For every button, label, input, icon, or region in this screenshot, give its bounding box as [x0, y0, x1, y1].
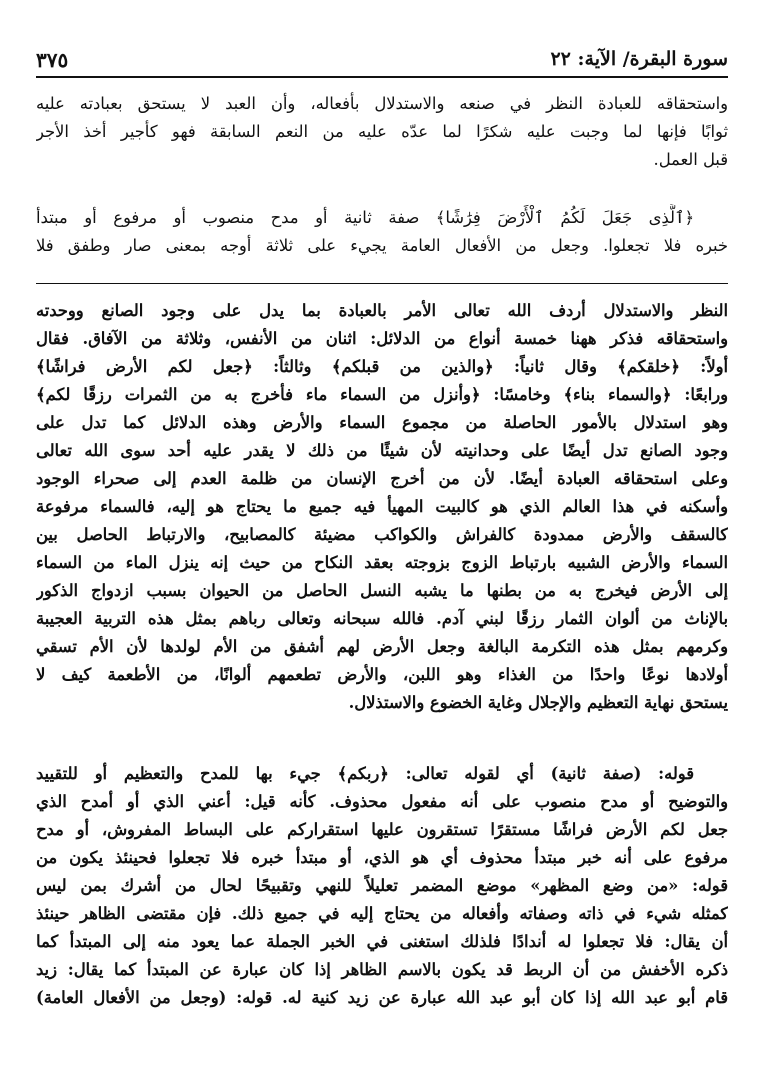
text-line: كالسقف والأرض ممدودة كالفراش والكواكب مضيئة كالمصابيح، والارتباط الحاصل بين	[36, 525, 728, 544]
text-line: بالإناث من ألوان الثمار رزقًا لبني آدم. فالله سبحانه وتعالى رباهم بمثل هذه التربية العجيبة	[36, 609, 728, 628]
running-title: سورة البقرة/ الآية: ٢٢	[550, 48, 728, 70]
text-line: قبل العمل.	[653, 150, 728, 169]
text-line: والتوضيح أو مدح منصوب على أنه مفعول محذوف. كأنه قيل: أعني الذي أو أمدح الذي	[36, 792, 728, 811]
text-line: وهو استدلال بالأمور الحاصلة من مجموع السماء والأرض وهذه الدلائل كما تدل على	[36, 413, 728, 432]
footnote-commentary	[36, 760, 728, 1012]
text-line: وأسكنه في هذا العالم الذي هو كالبيت المهيأ فيه جميع ما يحتاج هو إليه، فالسماء مرفوعة	[36, 497, 728, 516]
text-line: مرفوع على أنه خبر مبتدأ محذوف أي هو الذي، أو مبتدأ خبره فلا تجعلوا فحينئذ يكون من	[36, 848, 728, 867]
text-line: أولادها نوعًا واحدًا من الغذاء وهو اللبن، والأرض تطعمهم ألوانًا، من الأطعمة كيف لا	[36, 665, 728, 684]
page-header	[36, 38, 728, 78]
text-line: واستحقاقه فذكر ههنا خمسة أنواع من الدلائل: اثنان من الأنفس، وثلاثة من الآفاق. فقال	[36, 329, 728, 348]
section-divider	[36, 283, 728, 284]
text-line: واستحقاقه للعبادة النظر في صنعه والاستدلال بأفعاله، وأن العبد لا يستحق بعبادته عليه	[36, 94, 728, 113]
text-line: ورابعًا: ﴿والسماء بناء﴾ وخامسًا: ﴿وأنزل من السماء ماء فأخرج به من الثمرات رزقًا لكم﴾	[36, 385, 728, 404]
text-line: أن يقال: فلا تجعلوا له أندادًا فلذلك استغنى في الخبر الجملة عما يعود منه إلى المبتدأ كما	[36, 932, 728, 951]
text-line: النظر والاستدلال أردف الله تعالى الأمر بالعبادة بما يدل على وجود الصانع ووحدته	[36, 301, 728, 320]
text-line: كمثله شيء في ذاته وصفاته وأفعاله من يحتاج إليه في جميع ذلك. فإن مقتضى الظاهر حينئذ	[36, 904, 728, 923]
text-line: جعل لكم الأرض فراشًا مستقرًا تستقرون عليها استقراركم على البساط المفروش، أو مدح	[36, 820, 728, 839]
text-line: قام أبو عبد الله إذا كان أبو عبد الله عبارة عن زيد كنية له. قوله: (وجعل من الأفعال العامة)	[36, 988, 728, 1007]
header-rule	[36, 76, 728, 78]
text-line: أولاً: ﴿خلقكم﴾ وقال ثانياً: ﴿والذين من قبلكم﴾ وثالثاً: ﴿جعل لكم الأرض فراشًا﴾	[36, 357, 728, 376]
verse-commentary	[36, 204, 728, 260]
page-number: ٣٧٥	[36, 48, 69, 72]
text-line: يستحق نهاية التعظيم والإجلال وغاية الخضوع والاستذلال.	[348, 693, 728, 712]
text-line: وكرمهم بمثل هذه التكرمة البالغة وجعل الأرض لهم أشفق من الأم لولدها لأن الأم تسقي	[36, 637, 728, 656]
text-line: ذكره الأخفش من أن الربط قد يكون بالاسم الظاهر إذا كان عبارة عن المبتدأ كما يقال: زيد	[36, 960, 728, 979]
text-line: إلى الأرض فيخرج به من بطنها ما يشبه النسل الحاصل من الحيوان بسبب ازدواج الذكور	[36, 581, 728, 600]
text-line: وجود الصانع تدل أيضًا على وحدانيته لأن شيئًا من ذلك لا يقدر عليه أحد سوى الله تعالى	[36, 441, 728, 460]
text-line: السماء والأرض الشبيه بارتباط الزوج بزوجته بعقد النكاح من حيث إنه ينزل الماء من السماء	[36, 553, 728, 572]
text-line: قوله: «من وضع المظهر» موضع المضمر تعليلاً للنهي وتقبيحًا لحال من أشرك بمن ليس	[36, 876, 728, 895]
text-line: ثوابًا فإنها لما وجبت عليه شكرًا لما عدّه عليه من النعم السابقة فهو كأجير أخذ الأجر	[36, 122, 728, 141]
text-line: ﴿ٱلَّذِى جَعَلَ لَكُمُ ٱلْأَرْضَ فِرَٰشًا﴾ صفة ثانية أو مدح منصوب أو مرفوع أو مبتدأ	[36, 208, 694, 227]
commentary-continuation	[36, 90, 728, 174]
text-line: خبره فلا تجعلوا. وجعل من الأفعال العامة يجيء على ثلاثة أوجه بمعنى صار وطفق فلا	[36, 236, 728, 255]
text-line: وعلى استحقاقه العبادة أيضًا. لأن من أخرج الإنسان من ظلمة العدم إلى صحراء الوجود	[36, 469, 728, 488]
gloss-section	[36, 297, 728, 717]
text-line: قوله: (صفة ثانية) أي لقوله تعالى: ﴿ربكم﴾ جيء بها للمدح والتعظيم أو للتقييد	[36, 764, 694, 783]
